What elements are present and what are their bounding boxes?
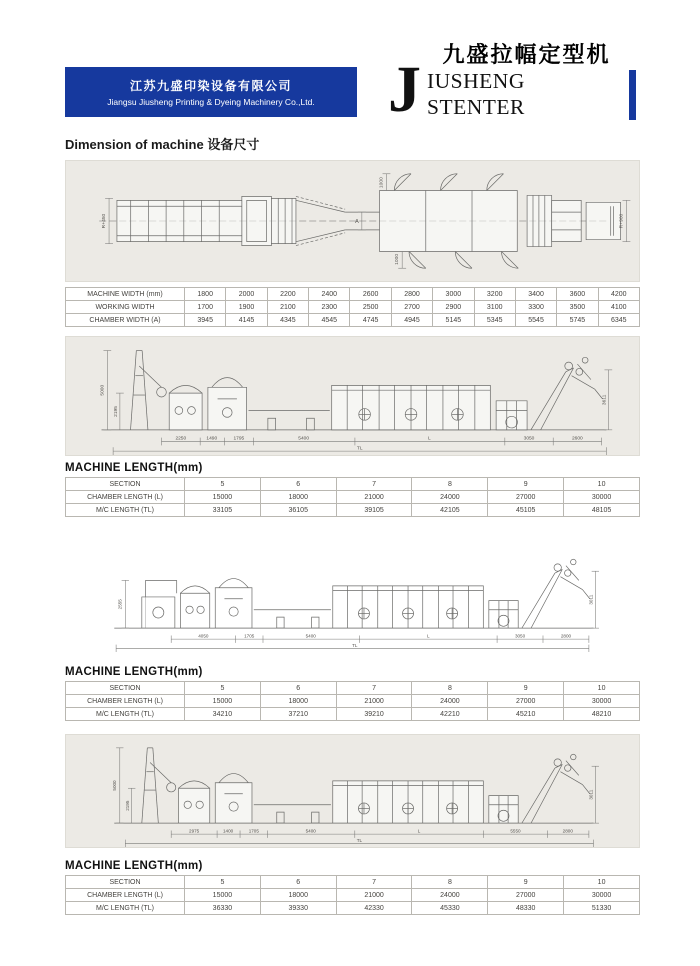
table-cell: 9 [488,682,564,695]
table-cell: 3945 [185,314,226,327]
table-cell: 1800 [185,288,226,301]
table-cell: 48330 [488,902,564,915]
table-cell: 2800 [391,288,432,301]
dim-seg: L [426,633,430,639]
dim-seg: 2975 [189,828,200,834]
table-cell: 3000 [433,288,474,301]
table-cell: 3500 [557,301,598,314]
table-cell: 34210 [185,708,261,721]
table-cell: 45105 [488,504,564,517]
dim-seg: 5400 [305,828,316,834]
table-cell: 6 [260,876,336,889]
dim-seg: 5400 [298,436,310,442]
machine-width-table [65,287,640,327]
table-cell: 21000 [336,889,412,902]
side-view-3-diagram [66,735,639,847]
table-cell: 3600 [557,288,598,301]
table-cell: 4945 [391,314,432,327]
dim-right: 3011 [588,789,594,800]
page-title [65,134,259,153]
table-cell: 33105 [185,504,261,517]
top-view-panel [65,160,640,282]
table-cell: 27000 [488,889,564,902]
table-cell: 4345 [267,314,308,327]
row-label: CHAMBER LENGTH (L) [66,491,185,504]
side-view-1-diagram [66,337,639,455]
dim-right: 3011 [588,594,594,605]
dim-seg: 1795 [233,436,245,442]
table-cell: 5745 [557,314,598,327]
brand-accent-bar [629,70,636,120]
table-row [66,288,640,301]
dim-seg: 3050 [523,436,535,442]
table-cell: 3400 [515,288,556,301]
table-cell: 4100 [598,301,639,314]
table-cell: 6 [260,478,336,491]
table-cell: 15000 [185,889,261,902]
table-row [66,708,640,721]
table-cell: 3200 [474,288,515,301]
table-cell: 24000 [412,889,488,902]
row-label: M/C LENGTH (TL) [66,708,185,721]
table-cell: 3300 [515,301,556,314]
table-cell: 24000 [412,491,488,504]
table-cell: 18000 [260,491,336,504]
table-cell: 18000 [260,889,336,902]
dim-left-tall: 2555 [117,599,123,610]
table-cell: 4545 [309,314,350,327]
row-label: MACHINE WIDTH (mm) [66,288,185,301]
table-row [66,478,640,491]
table-cell: 37210 [260,708,336,721]
dim-left-tall: 5000 [100,384,106,396]
dim-seg: 4050 [198,633,209,639]
table-cell: 30000 [564,889,640,902]
row-label: M/C LENGTH (TL) [66,504,185,517]
table-cell: 18000 [260,695,336,708]
machine-length-table-1 [65,477,640,517]
company-name-en: Jiangsu Jiusheng Printing & Dyeing Machinery Co.,Ltd. [107,97,315,107]
row-label: SECTION [66,478,185,491]
table-cell: 42105 [412,504,488,517]
table-cell: 30000 [564,491,640,504]
machine-length-heading-1: MACHINE LENGTH(mm) [65,462,203,474]
table-cell: 5545 [515,314,556,327]
table-row [66,491,640,504]
table-cell: 7 [336,876,412,889]
table-cell: 5 [185,682,261,695]
table-cell: 36330 [185,902,261,915]
table-cell: 15000 [185,695,261,708]
table-cell: 3100 [474,301,515,314]
table-cell: 21000 [336,491,412,504]
dim-seg: 1400 [223,828,234,834]
table-cell: 2500 [350,301,391,314]
table-cell: 2700 [391,301,432,314]
dim-door-top: 1000 [379,177,385,189]
dim-total-length: TL [356,446,363,452]
table-cell: 5 [185,478,261,491]
table-cell: 8 [412,682,488,695]
dim-seg: 2250 [175,436,187,442]
table-cell: 4200 [598,288,639,301]
table-cell: 21000 [336,695,412,708]
table-cell: 51330 [564,902,640,915]
table-cell: 5145 [433,314,474,327]
side-view-1-panel [65,336,640,456]
table-row [66,695,640,708]
machine-length-heading-2: MACHINE LENGTH(mm) [65,666,203,678]
machine-length-heading-3: MACHINE LENGTH(mm) [65,860,203,872]
table-cell: 7 [336,682,412,695]
brand-initial: J [388,53,421,126]
table-cell: 15000 [185,491,261,504]
dim-seg: 1705 [244,633,255,639]
dim-seg: 2600 [572,436,583,442]
table-row [66,902,640,915]
table-cell: 9 [488,478,564,491]
table-cell: 27000 [488,491,564,504]
dim-radius-right: R+900 [619,213,625,229]
table-cell: 6 [260,682,336,695]
page-title-cn: 设备尺寸 [207,137,260,152]
row-label: CHAMBER LENGTH (L) [66,695,185,708]
row-label: CHAMBER LENGTH (L) [66,889,185,902]
table-cell: 1700 [185,301,226,314]
table-cell: 24000 [412,695,488,708]
table-cell: 10 [564,876,640,889]
table-cell: 4745 [350,314,391,327]
table-cell: 6345 [598,314,639,327]
table-cell: 8 [412,478,488,491]
dim-seg: L [428,436,431,442]
table-cell: 10 [564,478,640,491]
table-cell: 39210 [336,708,412,721]
page-title-en: Dimension of machine [65,137,204,152]
table-cell: 4145 [226,314,267,327]
company-header-box [65,67,357,117]
dim-seg: 1490 [206,436,218,442]
dim-seg: 3050 [514,633,526,639]
table-cell: 1900 [226,301,267,314]
brand-block [388,42,626,126]
table-cell: 48210 [564,708,640,721]
company-name-cn: 江苏九盛印染设备有限公司 [129,79,292,93]
table-row [66,314,640,327]
table-cell: 27000 [488,695,564,708]
row-label: SECTION [66,682,185,695]
table-cell: 10 [564,682,640,695]
table-cell: 42210 [412,708,488,721]
dim-left-short: 2195 [113,406,119,417]
table-cell: 45330 [412,902,488,915]
dim-seg: 5400 [305,633,316,639]
table-cell: 2100 [267,301,308,314]
row-label: WORKING WIDTH [66,301,185,314]
table-row [66,504,640,517]
table-row [66,682,640,695]
product-name-en: IUSHENG STENTER [427,69,525,119]
dim-left-short: 2195 [124,800,130,811]
side-view-2-container [65,540,640,652]
dim-seg: 2800 [560,633,572,639]
table-row [66,876,640,889]
dim-chamber-width: A [355,218,359,225]
table-cell: 2900 [433,301,474,314]
table-cell: 9 [488,876,564,889]
product-name-cn: 九盛拉幅定型机 [442,42,611,67]
table-cell: 42330 [336,902,412,915]
table-cell: 5345 [474,314,515,327]
table-cell: 45210 [488,708,564,721]
dim-total-length: TL [352,642,358,648]
row-label: SECTION [66,876,185,889]
dim-seg: L [417,828,421,834]
dim-seg: 2800 [562,828,573,834]
table-cell: 30000 [564,695,640,708]
table-cell: 5 [185,876,261,889]
dim-door-bottom: 1000 [395,253,401,265]
table-cell: 36105 [260,504,336,517]
row-label: CHAMBER WIDTH (A) [66,314,185,327]
table-cell: 2400 [309,288,350,301]
table-row [66,889,640,902]
dim-right: 3611 [602,394,608,406]
machine-length-table-3 [65,875,640,915]
dim-radius-left: R+450 [102,213,108,229]
table-cell: 39105 [336,504,412,517]
dim-seg: 5550 [510,828,521,834]
table-cell: 48105 [564,504,640,517]
table-cell: 2600 [350,288,391,301]
top-view-diagram [66,161,639,281]
machine-length-table-2 [65,681,640,721]
table-cell: 7 [336,478,412,491]
table-cell: 2000 [226,288,267,301]
dim-left-tall: 5000 [112,780,118,791]
table-cell: 39330 [260,902,336,915]
table-cell: 2300 [309,301,350,314]
dim-seg: 1705 [248,828,259,834]
dim-total-length: TL [356,837,363,843]
table-cell: 8 [412,876,488,889]
side-view-2-diagram [65,540,640,652]
row-label: M/C LENGTH (TL) [66,902,185,915]
table-cell: 2200 [267,288,308,301]
side-view-3-panel [65,734,640,848]
table-row [66,301,640,314]
